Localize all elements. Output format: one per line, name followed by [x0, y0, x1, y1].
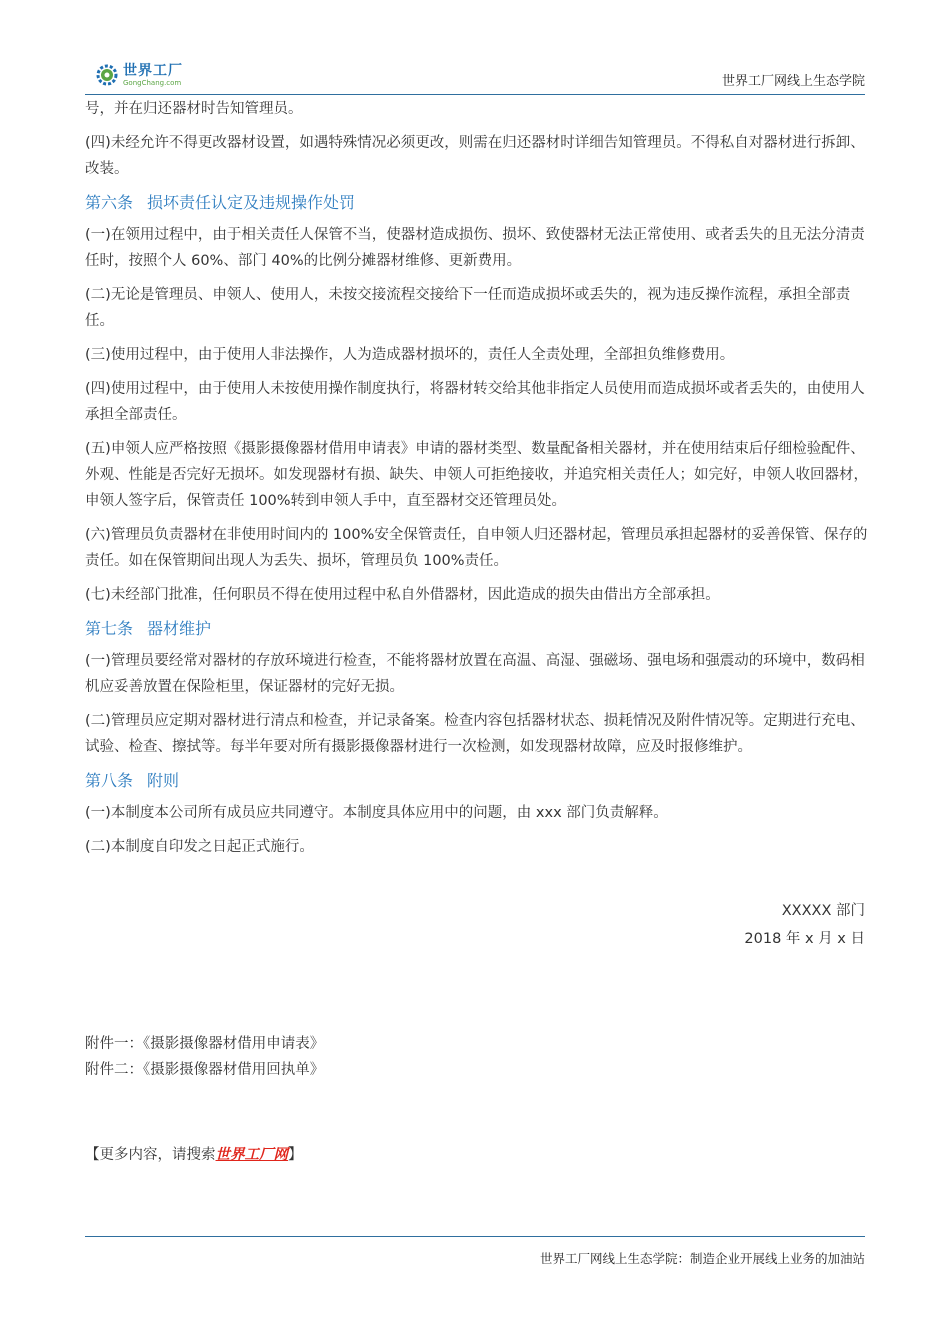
logo — [95, 60, 183, 90]
page-header — [85, 56, 865, 94]
signature-date: 2018 年 x 月 x 日 — [744, 931, 865, 947]
logo-cn-text: 世界工厂 — [123, 62, 183, 79]
paragraph: (二)管理员应定期对器材进行清点和检查，并记录备案。检查内容包括器材状态、损耗情况及附件情况等。定期进行充电、试验、检查、擦拭等。每半年要对所有摄影摄像器材进行一次检测，如发现器材故障，应及时报修维护。 — [85, 713, 865, 755]
paragraph: (四)未经允许不得更改器材设置，如遇特殊情况必须更改，则需在归还器材时详细告知管理员。不得私自对器材进行拆卸、改装。 — [85, 135, 865, 177]
document-body — [85, 96, 875, 868]
footer-text: 世界工厂网线上生态学院：制造企业开展线上业务的加油站 — [539, 1251, 865, 1266]
section-heading-7: 第七条 器材维护 — [85, 619, 212, 638]
gear-logo-icon — [95, 63, 119, 87]
paragraph: (二)无论是管理员、申领人、使用人，未按交接流程交接给下一任而造成损坏或丢失的，视为违反操作流程，承担全部责任。 — [85, 287, 851, 329]
section-heading-6: 第六条 损坏责任认定及违规操作处罚 — [85, 193, 356, 212]
paragraph: (四)使用过程中，由于使用人未按使用操作制度执行，将器材转交给其他非指定人员使用而造成损坏或者丢失的，由使用人承担全部责任。 — [85, 381, 865, 423]
footer-divider — [85, 1236, 865, 1237]
paragraph: (二)本制度自印发之日起正式施行。 — [85, 839, 314, 855]
header-divider — [85, 94, 865, 95]
paragraph: (三)使用过程中，由于使用人非法操作，人为造成器材损坏的，责任人全责处理，全部担负维修费用。 — [85, 347, 735, 363]
section-heading-8: 第八条 附则 — [85, 771, 180, 790]
signature-dept: XXXXX 部门 — [781, 903, 865, 919]
paragraph: (七)未经部门批准，任何职员不得在使用过程中私自外借器材，因此造成的损失由借出方全部承担。 — [85, 587, 720, 603]
attachment-1: 附件一：《摄影摄像器材借用申请表》 — [85, 1036, 325, 1052]
header-title: 世界工厂网线上生态学院 — [721, 74, 865, 89]
paragraph: 号，并在归还器材时告知管理员。 — [85, 101, 303, 117]
paragraph: (一)在领用过程中，由于相关责任人保管不当，使器材造成损伤、损坏、致使器材无法正常使用、或者丢失的且无法分清责任时，按照个人 60%、部门 40%的比例分摊器材维修、更新费用。 — [85, 227, 865, 269]
brand-link[interactable]: 世界工厂网 — [215, 1147, 288, 1163]
logo-en-text: GongChang.com — [123, 78, 182, 87]
paragraph: (一)管理员要经常对器材的存放环境进行检查，不能将器材放置在高温、高湿、强磁场、强电场和强震动的环境中，数码相机应妥善放置在保险柜里，保证器材的完好无损。 — [85, 653, 865, 695]
paragraph: (一)本制度本公司所有成员应共同遵守。本制度具体应用中的问题，由 xxx 部门负责解释。 — [85, 805, 668, 821]
attachment-2: 附件二：《摄影摄像器材借用回执单》 — [85, 1062, 325, 1078]
paragraph: (六)管理员负责器材在非使用时间内的 100%安全保管责任，自申领人归还器材起，管理员承担起器材的妥善保管、保存的责任。如在保管期间出现人为丢失、损坏，管理员负 100%责任。 — [85, 527, 868, 569]
more-content-note: 【更多内容，请搜索世界工厂网】 — [85, 1147, 303, 1163]
paragraph: (五)申领人应严格按照《摄影摄像器材借用申请表》申请的器材类型、数量配备相关器材，并在使用结束后仔细检验配件、外观、性能是否完好无损坏。如发现器材有损、缺失、申领人可拒绝接收，并追究相关责任人；如完好，申领人收回器材，申领人签字后，保管责任 100%转到申领人手中，直至器材交还管理员处。 — [85, 441, 868, 509]
